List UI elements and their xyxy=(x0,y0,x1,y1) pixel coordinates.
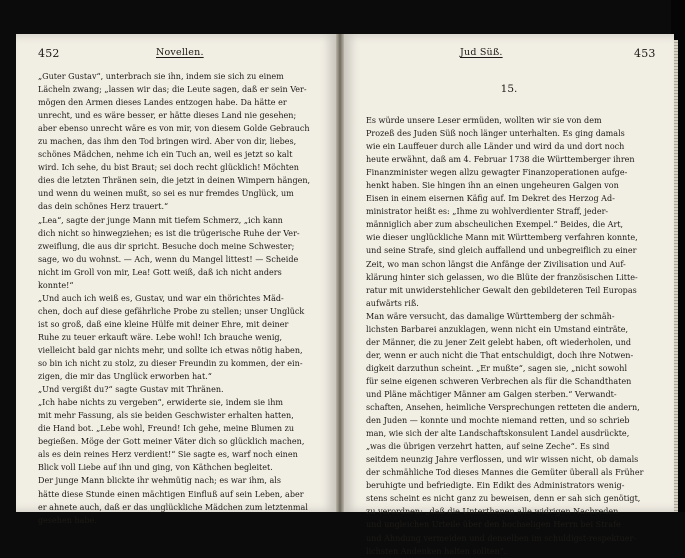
right-text-line: Prozeß des Juden Süß noch länger unterhalten. Es ging damals xyxy=(366,129,625,139)
left-text-line: zweiflung, die aus dir spricht. Besuche doch meine Schwester; xyxy=(38,241,295,251)
right-text-line: und Pläne mächtiger Männer am Galgen sterben.“ Verwandt- xyxy=(366,389,617,399)
right-text-line: Zeit, wo man schon längst die Anfänge der Zivilisation und Auf- xyxy=(366,259,626,269)
right-text-line: Es würde unsere Leser ermüden, wollten wir sie von dem xyxy=(366,116,602,125)
right-text-line: stens scheint es nicht ganz zu beweisen, denn er sah sich genötigt, xyxy=(366,494,641,504)
left-text-line: zigen, die mir das Unglück erworben hat.“ xyxy=(38,372,212,382)
right-body-text xyxy=(366,114,658,558)
left-running-head: Novellen. xyxy=(156,47,204,58)
right-text-line: Eisen in einem eisernen Käfig auf. Im Dekret des Herzog Ad- xyxy=(366,194,615,204)
right-text-line: der, wenn er auch nicht die That entschuldigt, doch ihre Notwen- xyxy=(366,350,634,360)
left-text-line: aber ebenso unrecht wäre es von mir, von diesem Golde Gebrauch xyxy=(38,124,310,134)
right-text-line: lichsten Andenken halten sollten“. xyxy=(366,546,507,556)
right-text-line: und Ahndung vermeiden und denselben im schuldigst-respektuer- xyxy=(366,533,637,543)
left-text-line: gesehen habe. xyxy=(38,515,97,525)
left-text-line: wird. Ich sehe, du bist Braut; sei doch recht glücklich! Möchten xyxy=(38,163,299,173)
left-text-line: die Hand bot. „Lebe wohl, Freund! Ich gehe, meine Blumen zu xyxy=(38,424,295,434)
right-running-head: Jud Süß. xyxy=(460,47,503,58)
right-page xyxy=(344,34,674,556)
right-text-line: ministrator heißt es: „Ihme zu wohlverdienter Straff, jeder- xyxy=(366,207,609,217)
right-text-line: wie dieser unglückliche Mann mit Württemberg verfahren konnte, xyxy=(366,233,638,243)
left-body-text xyxy=(38,70,320,527)
left-text-line: nicht im Groll von mir, Lea! Gott weiß, daß ich nicht anders xyxy=(38,267,282,277)
right-text-line: beruhigte und befriedigte. Ein Edikt des Administrators wenig- xyxy=(366,481,625,491)
left-text-line: chen, doch auf diese gefährliche Probe zu stellen; unser Unglück xyxy=(38,306,305,316)
left-text-line: schönes Mädchen, nehme ich ein Tuch an, weil es jetzt so kalt xyxy=(38,150,293,160)
left-text-line: unrecht, und es wäre besser, er hätte dieses Land nie gesehen; xyxy=(38,111,297,121)
left-text-line: Der junge Mann blickte ihr wehmütig nach; es war ihm, als xyxy=(38,476,281,486)
left-text-line: sage, wo du wohnst. — Ach, wenn du Mangel littest! — Scheide xyxy=(38,254,299,264)
left-text-line: „Und vergißt du?“ sagte Gustav mit Thränen. xyxy=(38,385,224,395)
left-text-line: mögen den Armen dieses Landes entzogen habe. Da hätte er xyxy=(38,98,287,108)
right-text-line: digkeit darzuthun scheint. „Er mußte“, sagen sie, „nicht sowohl xyxy=(366,363,628,373)
page-edges xyxy=(674,40,678,512)
right-text-line: zu verordnen: „daß die Unterthanen alle widrigen Nachreden xyxy=(366,507,619,517)
right-page-number: 453 xyxy=(634,47,656,60)
left-text-line: und wenn du weinen mußt, so sei es nur fremdes Unglück, um xyxy=(38,189,294,199)
left-text-line: das dein schönes Herz trauert.“ xyxy=(38,202,169,212)
right-text-line: seitdem neunzig Jahre verflossen, und wir wissen nicht, ob damals xyxy=(366,455,639,465)
left-text-line: „Lea“, sagte der junge Mann mit tiefem Schmerz, „ich kann xyxy=(38,215,283,225)
left-text-line: er ahnete auch, daß er das unglückliche Mädchen zum letztenmal xyxy=(38,502,308,512)
right-text-line: Finanzminister wegen allzu gewagter Finanzoperationen aufge- xyxy=(366,168,628,178)
left-text-line: dich nicht so hinwegziehen; es ist die trügerische Ruhe der Ver- xyxy=(38,228,300,238)
right-text-line: den Juden — konnte und mochte niemand retten, und so schrieb xyxy=(366,416,630,426)
right-text-line: schaften, Ansehen, heimliche Versprechungen retteten die andern, xyxy=(366,403,640,413)
left-page xyxy=(16,34,336,525)
right-text-line: aufwärts riß. xyxy=(366,298,419,308)
left-text-line: als es dein reines Herz verdient!“ Sie sagte es, warf noch einen xyxy=(38,450,298,460)
left-text-line: hätte diese Stunde einen mächtigen Einfluß auf sein Leben, aber xyxy=(38,489,304,499)
right-text-line: lichsten Barbarei anzuklagen, wenn nicht ein Umstand einträte, xyxy=(366,324,629,334)
left-text-line: Lächeln zwang; „lassen wir das; die Leute sagen, daß er sein Ver- xyxy=(38,85,307,95)
left-text-line: mit mehr Fassung, als sie beiden Geschwister erhalten hatten, xyxy=(38,411,294,421)
right-text-line: der Männer, die zu jener Zeit gelebt haben, oft wiederholen, und xyxy=(366,337,632,347)
right-text-line: henkt haben. Sie hingen ihn an einen ungeheuren Galgen von xyxy=(366,181,619,191)
right-text-line: ratur mit unwiderstehlicher Gewalt den gebildeteren Teil Europas xyxy=(366,285,637,295)
right-text-line: klärung hinter sich gelassen, wo die Blüte der französischen Litte- xyxy=(366,272,638,282)
left-text-line: konnte!“ xyxy=(38,280,74,290)
right-text-line: und ungleichen Urteile über den hochseligen Herrn bei Strafe xyxy=(366,520,621,530)
right-text-line: heute erwähnt, daß am 4. Februar 1738 die Württemberger ihren xyxy=(366,155,635,165)
left-text-line: „Und auch ich weiß es, Gustav, und war ein thörichtes Mäd- xyxy=(38,293,284,303)
chapter-number: 15. xyxy=(500,83,518,95)
right-text-line: der schmähliche Tod dieses Mannes die Gemüter überall als Früher xyxy=(366,468,644,478)
right-text-line: männiglich aber zum abscheulichen Exempel.“ Beides, die Art, xyxy=(366,220,624,230)
right-text-line: Man wäre versucht, das damalige Württemberg der schmäh- xyxy=(366,311,615,321)
left-text-line: zu machen, das ihm den Tod bringen wird. Aber von dir, liebes, xyxy=(38,137,297,147)
right-text-line: wie ein Lauffeuer durch alle Länder und wird da und dort noch xyxy=(366,142,625,152)
left-text-line: dies die letzten Thränen sein, die jetzt in deinen Wimpern hängen, xyxy=(38,176,311,186)
left-text-line: begießen. Möge der Gott meiner Väter dich so glücklich machen, xyxy=(38,437,305,447)
left-text-line: Ruhe zu teuer erkauft wäre. Lebe wohl! Ich brauche wenig, xyxy=(38,332,283,342)
left-text-line: ist so groß, daß eine kleine Hülfe mit deiner Ehre, mit deiner xyxy=(38,319,289,329)
right-text-line: man, wie sich der alte Landschaftskonsulent Landel ausdrückte, xyxy=(366,429,630,439)
right-text-line: „was die übrigen verzehrt hatten, auf seine Zeche“. Es sind xyxy=(366,442,610,452)
left-text-line: „Ich habe nichts zu vergeben“, erwiderte sie, indem sie ihm xyxy=(38,398,284,408)
right-text-line: und seine Strafe, sind gleich auffallend und unbegreiflich zu einer xyxy=(366,246,637,256)
left-text-line: so bin ich nicht zu stolz, zu dieser Freundin zu kommen, der ein- xyxy=(38,359,303,369)
left-page-number: 452 xyxy=(38,47,60,60)
left-text-line: vielleicht bald gar nichts mehr, und sollte ich etwas nötig haben, xyxy=(38,345,303,355)
book-gutter xyxy=(336,34,344,512)
left-text-line: „Guter Gustav“, unterbrach sie ihn, indem sie sich zu einem xyxy=(38,72,284,81)
right-text-line: für seine eigenen schweren Verbrechen als für die Schandthaten xyxy=(366,376,632,386)
left-text-line: Blick voll Liebe auf ihn und ging, von Käthchen begleitet. xyxy=(38,463,273,473)
